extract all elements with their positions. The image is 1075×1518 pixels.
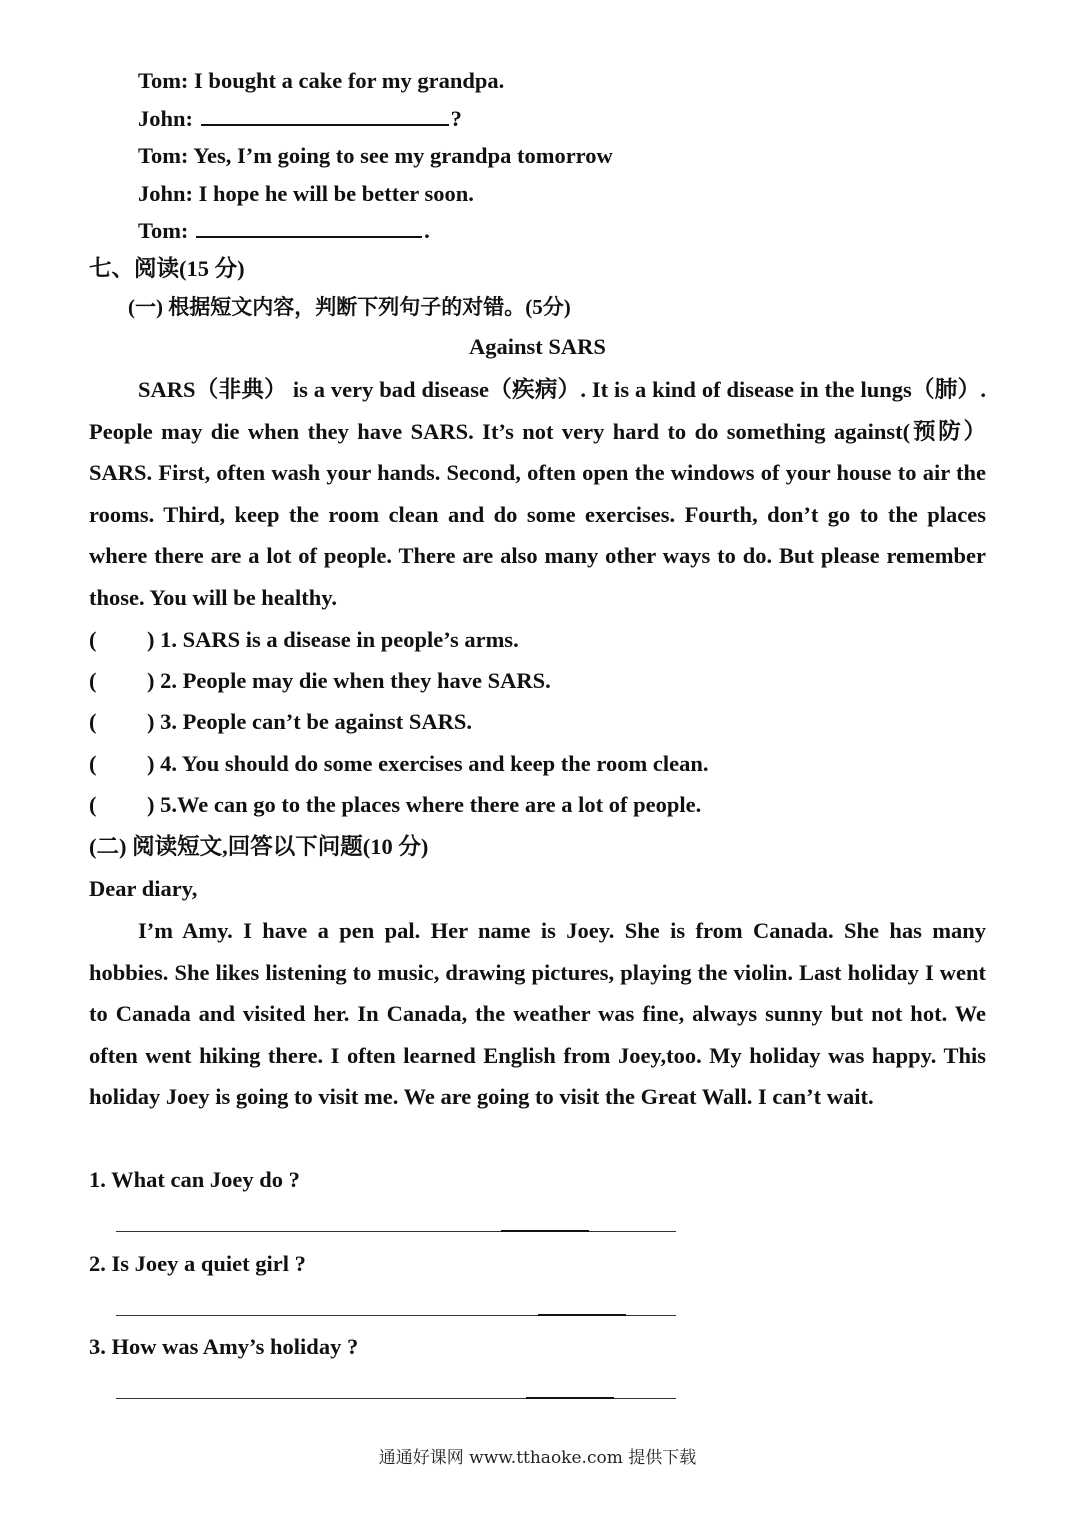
answer-line-segment bbox=[538, 1314, 626, 1316]
diary-greeting: Dear diary, bbox=[89, 876, 198, 901]
dialogue-line-3: Tom: Yes, I’m going to see my grandpa tomorrow bbox=[138, 143, 613, 168]
answer-blank-2[interactable] bbox=[196, 216, 422, 238]
tf-text: ) 2. People may die when they have SARS. bbox=[147, 668, 551, 693]
tf-paren: ( bbox=[89, 627, 97, 652]
dialogue-line-4: John: I hope he will be better soon. bbox=[138, 181, 474, 206]
dialogue-speaker-tom: Tom: bbox=[138, 218, 189, 243]
tf-text: ) 5.We can go to the places where there are a lot of people. bbox=[147, 792, 702, 817]
question-1: 1. What can Joey do ? bbox=[89, 1167, 300, 1192]
question-2: 2. Is Joey a quiet girl ? bbox=[89, 1251, 306, 1276]
part1-heading: (一) 根据短文内容，判断下列句子的对错。(5分) bbox=[128, 295, 571, 319]
dialogue-line-2 bbox=[138, 104, 462, 134]
tf-item-5[interactable] bbox=[89, 790, 701, 820]
tf-item-1[interactable] bbox=[89, 625, 519, 655]
diary-body bbox=[89, 910, 986, 1118]
dialogue-line-5 bbox=[138, 216, 430, 246]
answer-line-2[interactable] bbox=[116, 1315, 676, 1316]
tf-item-4[interactable] bbox=[89, 749, 708, 779]
section-heading: 七、阅读(15 分) bbox=[89, 256, 245, 281]
tf-text: ) 1. SARS is a disease in people’s arms. bbox=[147, 627, 519, 652]
part2-heading: (二) 阅读短文,回答以下问题(10 分) bbox=[89, 834, 429, 859]
answer-line-segment bbox=[526, 1397, 614, 1399]
tf-paren: ( bbox=[89, 668, 97, 693]
dialogue-speaker-john: John: bbox=[138, 106, 194, 131]
tf-text: ) 4. You should do some exercises and keep the room clean. bbox=[147, 751, 709, 776]
answer-line-3[interactable] bbox=[116, 1398, 676, 1399]
answer-line-1[interactable] bbox=[116, 1231, 676, 1232]
answer-line-segment bbox=[501, 1230, 589, 1232]
tf-text: ) 3. People can’t be against SARS. bbox=[147, 709, 472, 734]
passage-text: SARS（非典） is a very bad disease（疾病）. It is a kind of disease in the lungs（肺）. People may die when they have SARS. It’s not very hard to do something against(预防）SARS. First, often wash your hands. Second, often open the windows of your house to air the rooms. Third, keep the room clean and do some exercises. Fourth, don’t go to the places where there are a lot of people. There are also many other ways to do. But please remember those. You will be healthy. bbox=[89, 377, 986, 610]
tf-paren: ( bbox=[89, 792, 97, 817]
dialogue-question-mark: ? bbox=[450, 106, 462, 131]
dialogue-period: . bbox=[424, 218, 430, 243]
passage-title: Against SARS bbox=[469, 334, 606, 359]
diary-text: I’m Amy. I have a pen pal. Her name is Joey. She is from Canada. She has many hobbies. She likes listening to music, drawing pictures, playing the violin. Last holiday I went to Canada and visited her. In Canada, the weather was fine, always sunny but not hot. We often went hiking there. I often learned English from Joey,too. My holiday was happy. This holiday Joey is going to visit me. We are going to visit the Great Wall. I can’t wait. bbox=[89, 918, 986, 1110]
tf-paren: ( bbox=[89, 751, 97, 776]
question-3: 3. How was Amy’s holiday ? bbox=[89, 1334, 359, 1359]
tf-paren: ( bbox=[89, 709, 97, 734]
answer-blank-1[interactable] bbox=[201, 104, 449, 126]
tf-item-3[interactable] bbox=[89, 707, 472, 737]
page-footer: 通通好课网 www.tthaoke.com 提供下载 bbox=[378, 1448, 697, 1468]
passage-body bbox=[89, 369, 986, 619]
tf-item-2[interactable] bbox=[89, 666, 551, 696]
dialogue-line-1: Tom: I bought a cake for my grandpa. bbox=[138, 68, 505, 93]
